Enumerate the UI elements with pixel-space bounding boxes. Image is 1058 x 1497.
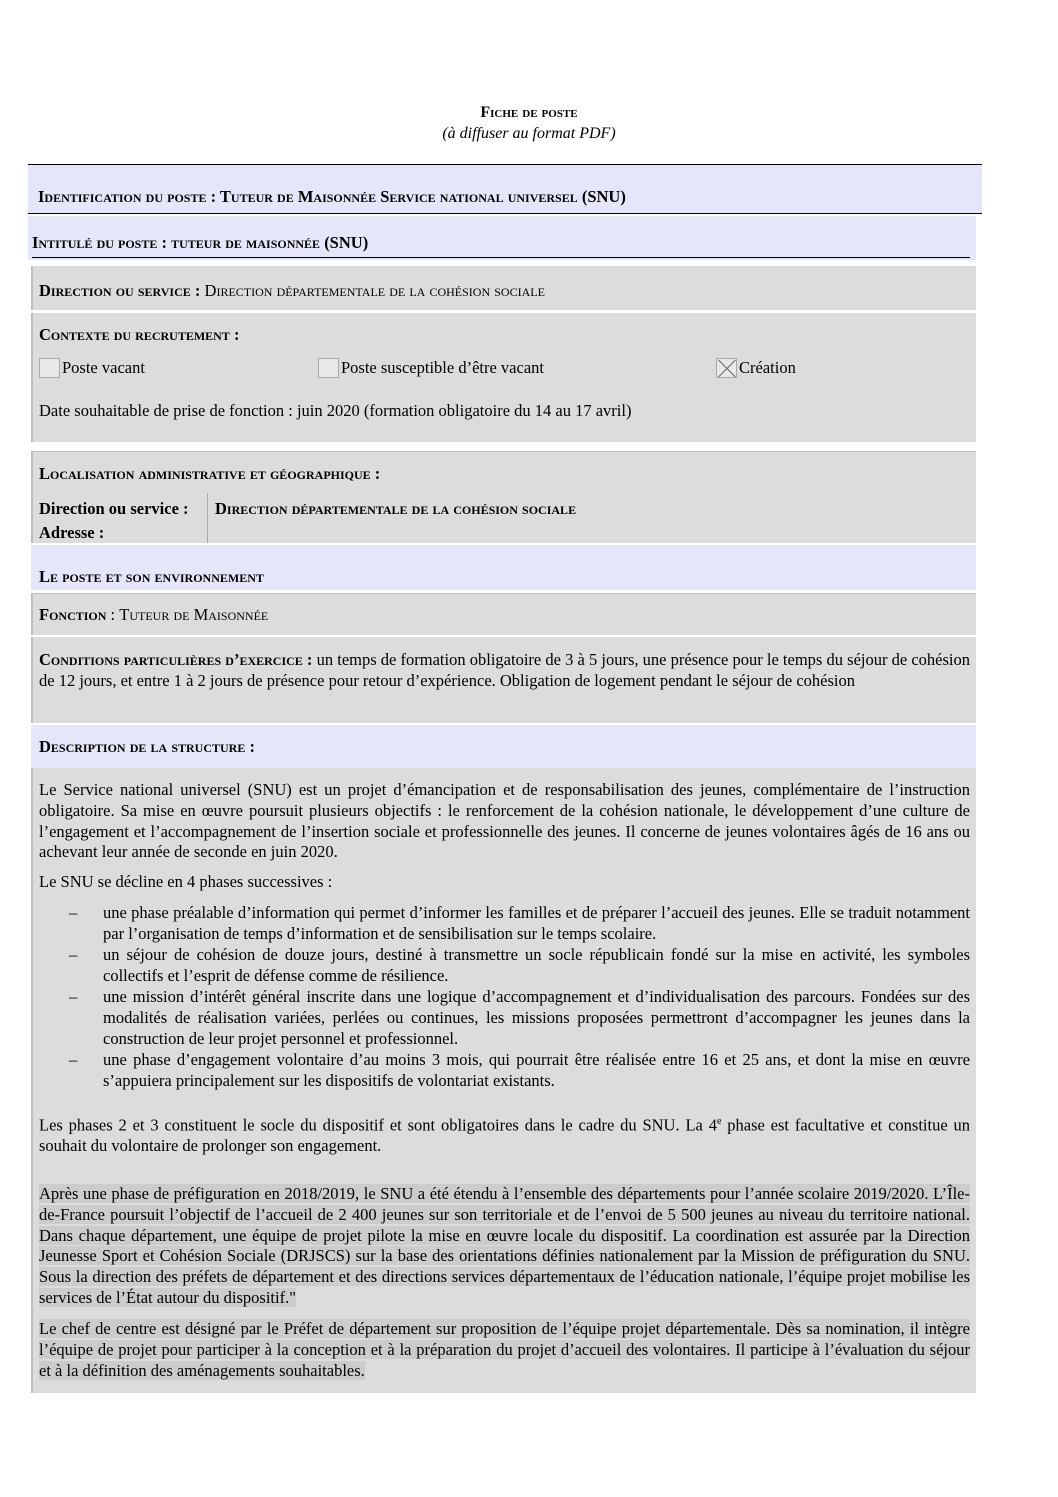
description-body: [31, 768, 976, 1393]
description-header-section: [31, 725, 976, 768]
phases-note-sup: e: [716, 1116, 722, 1127]
checkbox-creation-checked[interactable]: [716, 358, 737, 378]
option-poste-susceptible[interactable]: [318, 358, 544, 378]
intitule-section: [28, 216, 976, 260]
checkbox-poste-susceptible[interactable]: [318, 358, 339, 378]
document-title: Fiche de poste: [480, 104, 578, 121]
phases-note-a: Les phases 2 et 3 constituent le socle du dispositif et sont obligatoires dans le cadre du SNU. La 4: [39, 1115, 717, 1135]
document-subtitle: (à diffuser au format PDF): [442, 125, 616, 142]
bullet-dash: –: [69, 1050, 78, 1069]
conditions-text: un temps de formation obligatoire de 3 à 5 jours, une présence pour le temps du séjour de cohésion de 12 jours, et entre 1 à 2 jours de présence pour retour d’expérience. Obligation de logement pendant le séjour de cohésion: [39, 650, 970, 690]
intitule-underline: [32, 257, 970, 258]
chef-centre-paragraph: [39, 1319, 970, 1381]
intitule-value: tuteur de maisonnée (SNU): [171, 233, 369, 252]
column-divider: [207, 493, 208, 543]
fonction-line: [39, 605, 268, 625]
list-item: [39, 1049, 970, 1091]
fonction-label: Fonction: [39, 605, 107, 624]
bullet-dash: –: [69, 903, 78, 922]
list-item: [39, 986, 970, 1049]
conditions-label: Conditions particulières d’exercice :: [39, 650, 313, 669]
option-creation[interactable]: [716, 358, 796, 378]
description-label: Description de la structure :: [39, 737, 255, 756]
phase-text: une phase préalable d’information qui permet d’informer les familles et de préparer l’accueil des jeunes. Elle se traduit notamment par l’organisation de temps d’information et de sensibilisation sur le temps scolaire.: [103, 903, 970, 943]
prefiguration-text: Après une phase de préfiguration en 2018/2019, le SNU a été étendu à l’ensemble des départements pour l’année scolaire 2019/2020. L’Île-de-France poursuit l’objectif de l’accueil de 2 400 jeunes sur son territoriale et de l’envoi de 5 500 jeunes au niveau du territoire national. Dans chaque département, une équipe de projet pilote la mise en œuvre locale du dispositif. La coordination est assurée par la Direction Jeunesse Sport et Cohésion Sociale (DRJSCS) sur la base des orientations définies nationalement par la Mission de préfiguration du SNU. Sous la direction des préfets de département et des directions services départementaux de l’éducation nationale, l’équipe projet mobilise les services de l’État autour du dispositif.": [39, 1184, 970, 1307]
fonction-separator: :: [106, 605, 120, 624]
identification-section: [28, 164, 982, 214]
phases-intro: Le SNU se décline en 4 phases successives :: [39, 872, 333, 891]
phase-text: une phase d’engagement volontaire d’au moins 3 mois, qui pourrait être réalisée entre 16 et 25 ans, et dont la mise en œuvre s’appuiera principalement sur les dispositifs de volontariat existants.: [103, 1050, 970, 1090]
direction-label: Direction ou service :: [39, 281, 201, 300]
contexte-section: [31, 313, 976, 442]
poste-environnement-section: [31, 545, 976, 590]
loc-direction-value: Direction départementale de la cohésion sociale: [215, 499, 577, 518]
localisation-section: [31, 451, 976, 543]
list-item: [39, 902, 970, 944]
localisation-label: Localisation administrative et géographique :: [39, 464, 381, 483]
chef-centre-text: Le chef de centre est désigné par le Préfet de département sur proposition de l’équipe projet départementale. Dès sa nomination, il intègre l’équipe de projet pour participer à la conception et à la préparation du projet d’accueil des volontaires. Il participe à l’évaluation du séjour et à la définition des aménagements souhaitables.: [39, 1319, 970, 1380]
loc-adresse-label: Adresse :: [39, 523, 105, 542]
direction-section: [31, 266, 976, 310]
date-prise-fonction: Date souhaitable de prise de fonction : juin 2020 (formation obligatoire du 14 au 17 avril): [39, 401, 632, 420]
identification-line: [38, 187, 626, 207]
intitule-label: Intitulé du poste :: [32, 233, 167, 252]
phases-note-b: phase est facultative et constitue un souhait du volontaire de prolonger son engagement.: [39, 1115, 970, 1156]
document-header: [0, 102, 1058, 144]
identification-label: Identification du poste :: [38, 187, 217, 206]
description-intro: Le Service national universel (SNU) est un projet d’émancipation et de responsabilisation des jeunes, complémentaire de l’instruction obligatoire. Sa mise en œuvre poursuit plusieurs objectifs : le renforcement de la cohésion nationale, le développement d’une culture de l’engagement et l’accompagnement de l’insertion sociale et professionnelle des jeunes. Il concerne de jeunes volontaires âgés de 16 ans ou achevant leur année de seconde en juin 2020.: [39, 780, 970, 862]
direction-line: [39, 281, 545, 301]
option-poste-vacant[interactable]: [39, 358, 145, 378]
poste-environnement-label: Le poste et son environnement: [39, 567, 264, 586]
direction-value: Direction départementale de la cohésion sociale: [204, 281, 545, 300]
checkbox-poste-vacant[interactable]: [39, 358, 60, 378]
phase-text: un séjour de cohésion de douze jours, destiné à transmettre un socle républicain fondé sur la mise en activité, les symboles collectifs et l’esprit de défense comme de résilience.: [103, 945, 970, 985]
prefiguration-paragraph: [39, 1184, 970, 1309]
option-label: Création: [739, 358, 796, 377]
option-label: Poste vacant: [62, 358, 145, 377]
identification-value: Tuteur de Maisonnée Service national universel (SNU): [219, 187, 626, 206]
option-label: Poste susceptible d’être vacant: [341, 358, 544, 377]
conditions-section: [31, 637, 976, 723]
bullet-dash: –: [69, 987, 78, 1006]
conditions-paragraph: [39, 650, 970, 691]
contexte-label: Contexte du recrutement :: [39, 325, 240, 344]
loc-direction-label: Direction ou service :: [39, 499, 189, 518]
bullet-dash: –: [69, 945, 78, 964]
fonction-section: [31, 593, 976, 635]
phase-text: une mission d’intérêt général inscrite dans une logique d’accompagnement et d’individualisation des parcours. Fondées sur des modalités de réalisation variées, perlées ou continues, les missions proposées permettront d’accompagner les jeunes dans la construction de leur projet personnel et professionnel.: [103, 987, 970, 1048]
phases-note: [39, 1112, 970, 1157]
phases-list: [39, 902, 970, 1091]
intitule-line: [32, 233, 368, 253]
fonction-value: Tuteur de Maisonnée: [119, 605, 269, 624]
list-item: [39, 944, 970, 986]
